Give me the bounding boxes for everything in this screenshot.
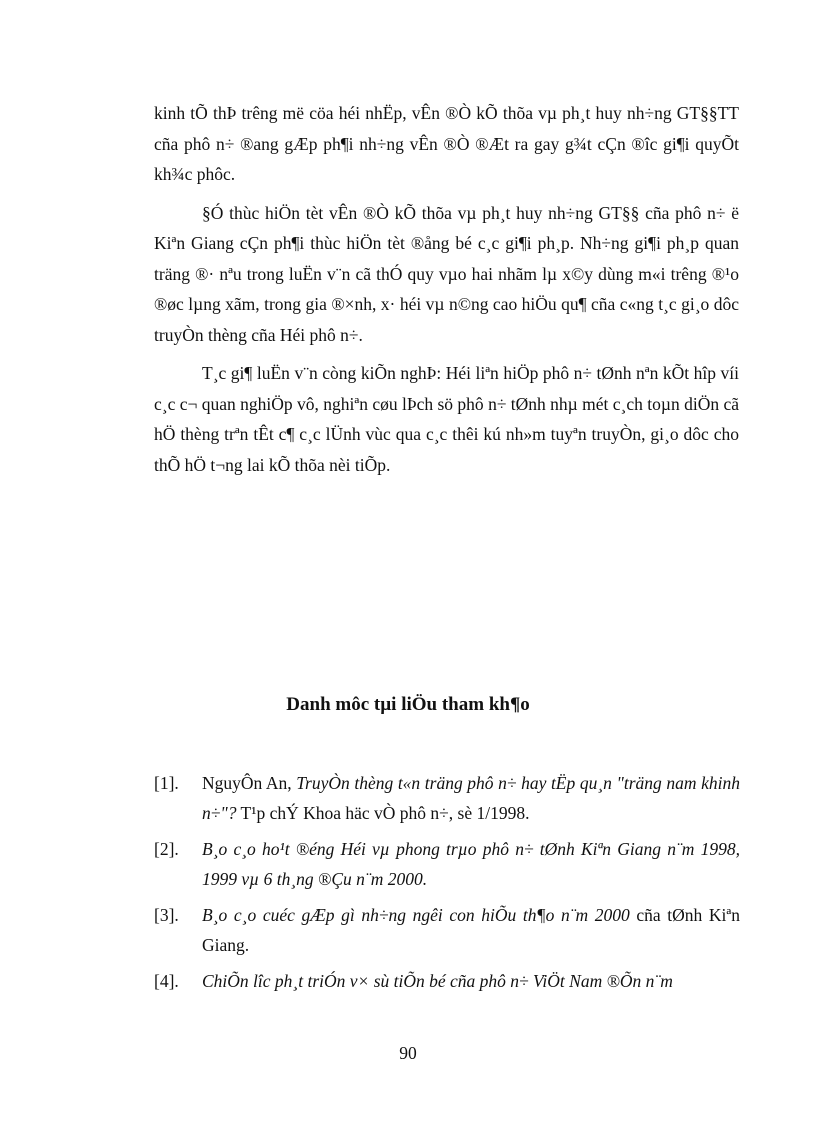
paragraph-2: §Ó thùc hiÖn tèt vÊn ®Ò kÕ thõa vµ ph¸t huy nh÷ng GT§§ cña phô n÷ ë Kiªn Giang cÇn ph¶i thùc hiÖn tèt ®ång bé c¸c gi¶i ph¸p. Nh÷ng gi¶i ph¸p quan träng ®· nªu trong luËn v¨n cã thÓ quy vµo hai nhãm lµ x©y dùng m«i trêng ®¹o ®øc lµng xãm, trong gia ®×nh, x· héi vµ n©ng cao hiÖu qu¶ cña c«ng t¸c gi¸o dôc truyÒn thèng cña Héi phô n÷. — [154, 202, 739, 345]
reference-number: [1]. — [154, 773, 179, 793]
reference-author: NguyÔn An, — [202, 773, 297, 793]
reference-number: [3]. — [154, 905, 179, 925]
reference-item-2 — [154, 834, 740, 894]
reference-item-3 — [154, 900, 740, 960]
references-heading: Danh môc tµi liÖu tham kh¶o — [286, 694, 530, 715]
paragraph-1: kinh tÕ thÞ trêng më cöa héi nhËp, vÊn ®Ò kÕ thõa vµ ph¸t huy nh÷ng GT§§TT cña phô n÷ ®ang gÆp ph¶i nh÷ng vÊn ®Ò ®Æt ra gay g¾t cÇn ®îc gi¶i quyÕt kh¾c phôc. — [154, 103, 739, 184]
reference-text — [202, 900, 740, 960]
reference-text — [202, 768, 740, 828]
reference-list — [154, 768, 740, 1002]
reference-source: cña tØnh Kiªn Giang. — [202, 905, 740, 955]
reference-item-1 — [154, 768, 740, 828]
reference-source: T¹p chÝ Khoa häc vÒ phô n÷, sè 1/1998. — [236, 803, 530, 823]
reference-title: TruyÒn thèng t«n träng phô n÷ hay tËp qu¸n "träng nam khinh n÷"? — [202, 773, 740, 823]
reference-text — [202, 966, 740, 996]
page-number: 90 — [399, 1043, 417, 1063]
paragraph-3: T¸c gi¶ luËn v¨n còng kiÕn nghÞ: Héi liªn hiÖp phô n÷ tØnh nªn kÕt hîp víi c¸c c¬ quan nghiÖp vô, nghiªn cøu lÞch sö phô n÷ tØnh nhµ mét c¸ch toµn diÖn cã hÖ thèng trªn tÊt c¶ c¸c lÜnh vùc qua c¸c thêi kú nh»m tuyªn truyÒn, gi¸o dôc cho thÕ hÖ t¬ng lai kÕ thõa nèi tiÕp. — [154, 363, 739, 475]
conclusion-text — [154, 98, 739, 488]
reference-title: B¸o c¸o cuéc gÆp gì nh÷ng ngêi con hiÕu th¶o n¨m 2000 — [202, 905, 630, 925]
reference-title: ChiÕn lîc ph¸t triÓn v× sù tiÕn bé cña phô n÷ ViÖt Nam ®Õn n¨m — [202, 971, 673, 991]
reference-number: [2]. — [154, 839, 179, 859]
reference-title: B¸o c¸o ho¹t ®éng Héi vµ phong trµo phô n÷ tØnh Kiªn Giang n¨m 1998, 1999 vµ 6 th¸ng ®Çu n¨m 2000. — [202, 839, 740, 889]
reference-text — [202, 834, 740, 894]
reference-item-4 — [154, 966, 740, 996]
reference-number: [4]. — [154, 971, 179, 991]
